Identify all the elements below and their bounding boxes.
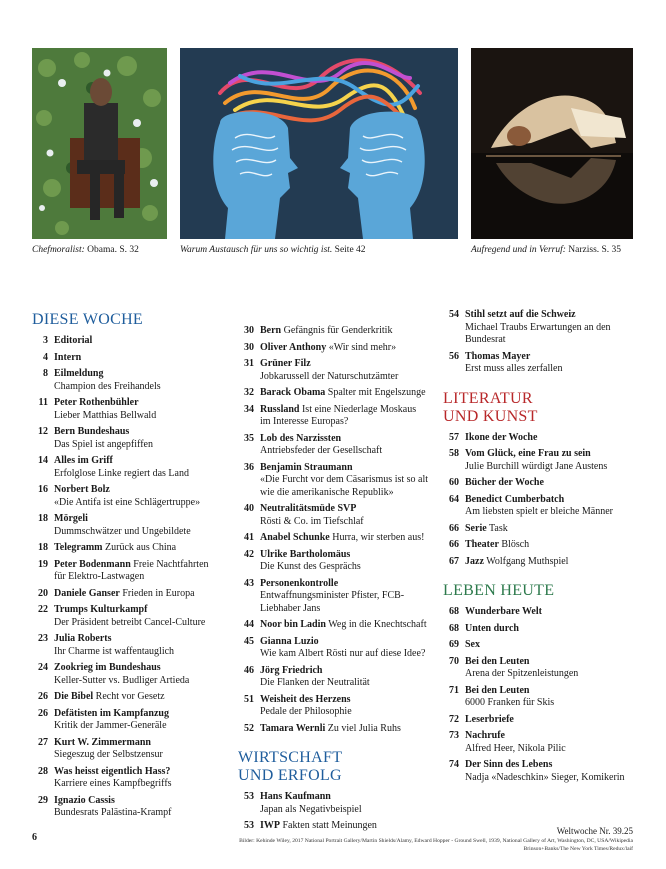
toc-entry-subtitle: Erst muss alles zerfallen bbox=[465, 363, 563, 374]
toc-entry-subtitle: Dummschwätzer und Ungebildete bbox=[54, 525, 191, 537]
toc-entry bbox=[443, 639, 635, 652]
toc-entry-text bbox=[260, 820, 377, 833]
toc-entry-title: Unten durch bbox=[465, 622, 519, 634]
toc-entry-inline-text: Zu viel Julia Ruhs bbox=[325, 722, 401, 734]
toc-entry-subtitle: Nadja «Nadeschkin» Sieger, Komikerin bbox=[465, 771, 625, 783]
toc-entry-subtitle: Die Flanken der Neutralität bbox=[260, 677, 370, 688]
toc-entry-title: Bern bbox=[260, 325, 282, 336]
toc-entry-text bbox=[465, 759, 625, 784]
toc-entry-title: Defätisten im Kampfanzug bbox=[54, 707, 169, 719]
toc-entry bbox=[238, 549, 436, 574]
toc-entry-subtitle: «Die Furcht vor dem Cäsarismus ist so alt wie die amerikanische Republik» bbox=[260, 474, 429, 498]
toc-entry-text bbox=[465, 432, 537, 445]
section-heading-wirtschaft bbox=[238, 749, 436, 785]
toc-entry bbox=[443, 351, 635, 376]
toc-entry bbox=[32, 633, 228, 658]
toc-page-number: 11 bbox=[38, 397, 48, 408]
toc-entry-title: Gianna Luzio bbox=[260, 635, 319, 647]
toc-entry-inline-text: Fakten statt Meinungen bbox=[280, 820, 377, 831]
toc-entry-text bbox=[465, 714, 514, 727]
caption-right-lead: Aufregend und in Verruf: bbox=[471, 245, 566, 255]
toc-entry bbox=[32, 766, 228, 791]
toc-entry bbox=[443, 432, 635, 445]
toc-page-number: 18 bbox=[38, 513, 48, 524]
toc-page-number: 36 bbox=[244, 461, 254, 473]
toc-page-number: 4 bbox=[43, 351, 48, 363]
toc-page-number: 73 bbox=[449, 730, 459, 741]
toc-entry-subtitle: Die Kunst des Gesprächs bbox=[260, 561, 361, 572]
toc-entry-title: Lob des Narzissten bbox=[260, 432, 342, 444]
image-credits: Bilder: Kehinde Wiley, 2017 National Portrait Gallery/Martin Shields/Alamy, Edward Hopper - Ground Swell, 1939, National Gallery of Art, Washington, DC, USA/Wikipedia Brinson+Banks/The New York Times/Redux/laif bbox=[239, 838, 633, 852]
toc-entry-title: Mörgeli bbox=[54, 513, 88, 524]
toc-list-literatur bbox=[443, 432, 635, 569]
toc-entry-title: Nachrufe bbox=[465, 730, 505, 741]
toc-entry-title: Sex bbox=[465, 639, 480, 650]
toc-page-number: 14 bbox=[38, 455, 48, 466]
toc-entry-subtitle: Julie Burchill würdigt Jane Austens bbox=[465, 460, 608, 472]
toc-entry-inline-text: Frieden in Europa bbox=[119, 587, 195, 599]
toc-entry bbox=[32, 484, 228, 509]
toc-entry-inline-text: Freie Nachtfahrten bbox=[130, 558, 209, 570]
toc-entry-title: Telegramm bbox=[54, 542, 103, 553]
toc-entry-title: Editorial bbox=[54, 335, 93, 346]
toc-entry bbox=[32, 542, 228, 555]
toc-page-number: 31 bbox=[244, 358, 254, 369]
caption-left-lead: Chefmoralist: bbox=[32, 245, 85, 255]
toc-entry-title: Theater bbox=[465, 539, 499, 550]
toc-page-number: 3 bbox=[43, 335, 48, 346]
toc-entry-text bbox=[260, 387, 426, 400]
toc-entry bbox=[443, 477, 635, 490]
toc-page-number: 28 bbox=[38, 765, 48, 777]
toc-entry bbox=[443, 656, 635, 681]
photo-obama bbox=[32, 48, 167, 239]
toc-page-number: 26 bbox=[38, 707, 48, 719]
toc-entry-title: Ulrike Bartholomäus bbox=[260, 548, 351, 560]
toc-entry-title: Vom Glück, eine Frau zu sein bbox=[465, 448, 591, 459]
toc-entry-title: Jörg Friedrich bbox=[260, 664, 323, 676]
caption-center-rest: Seite 42 bbox=[332, 245, 366, 255]
toc-page-number: 51 bbox=[244, 693, 254, 705]
toc-entry-text bbox=[465, 730, 566, 755]
toc-entry-text bbox=[465, 494, 613, 519]
toc-entry-title: Grüner Filz bbox=[260, 358, 311, 369]
toc-entry-title: Peter Bodenmann bbox=[54, 558, 131, 570]
toc-entry bbox=[443, 714, 635, 727]
toc-page-number: 26 bbox=[38, 691, 48, 702]
toc-page-number: 66 bbox=[449, 539, 459, 550]
toc-entry-subtitle: Pedale der Philosophie bbox=[260, 706, 352, 717]
toc-entry-subtitle: 6000 Franken für Skis bbox=[465, 697, 555, 708]
toc-page-number: 72 bbox=[449, 713, 459, 725]
toc-entry bbox=[443, 556, 635, 569]
toc-entry-title: Bei den Leuten bbox=[465, 684, 530, 696]
toc-entry bbox=[32, 737, 228, 762]
toc-entry-text bbox=[260, 578, 436, 616]
toc-entry-text bbox=[54, 455, 189, 480]
toc-entry-text bbox=[54, 633, 174, 658]
toc-entry-title: Thomas Mayer bbox=[465, 350, 531, 362]
caption-right-rest: Narziss. S. 35 bbox=[565, 245, 622, 255]
toc-page-number: 69 bbox=[449, 639, 459, 650]
toc-entry-text bbox=[465, 448, 607, 473]
toc-entry-text bbox=[260, 532, 424, 545]
toc-entry bbox=[32, 708, 228, 733]
heading-wirtschaft-line2: UND ERFOLG bbox=[238, 767, 342, 784]
toc-entry-subtitle: Ihr Charme ist waffentauglich bbox=[54, 645, 175, 657]
toc-page-number: 22 bbox=[38, 604, 48, 615]
toc-entry-text bbox=[54, 795, 171, 820]
toc-entry-subtitle: Erfolglose Linke regiert das Land bbox=[54, 467, 189, 479]
toc-column-3 bbox=[443, 309, 635, 788]
toc-entry-title: Noor bin Ladin bbox=[260, 619, 326, 630]
toc-entry bbox=[32, 662, 228, 687]
toc-entry-subtitle: Bundesrats Palästina-Krampf bbox=[54, 807, 172, 818]
toc-entry-title: Leserbriefe bbox=[465, 713, 514, 725]
toc-entry-text bbox=[260, 636, 425, 661]
toc-entry bbox=[238, 619, 436, 632]
toc-page-number: 42 bbox=[244, 548, 254, 560]
toc-entry-title: Personenkontrolle bbox=[260, 577, 339, 589]
toc-entry-text bbox=[54, 542, 176, 555]
toc-entry-title: Kurt W. Zimmermann bbox=[54, 736, 151, 748]
toc-entry-inline-text: Gefängnis für Genderkritik bbox=[281, 325, 393, 336]
toc-entry-text bbox=[54, 335, 92, 348]
toc-entry-title: IWP bbox=[260, 820, 280, 831]
toc-entry-text bbox=[465, 685, 554, 710]
issue-label: Weltwoche Nr. 39.25 bbox=[556, 826, 633, 836]
toc-page-number: 43 bbox=[244, 577, 254, 589]
toc-entry-title: Alles im Griff bbox=[54, 455, 113, 466]
toc-entry-inline-text: Wolfgang Muthspiel bbox=[483, 555, 569, 567]
toc-entry bbox=[238, 325, 436, 338]
toc-page-number: 57 bbox=[449, 431, 459, 443]
toc-entry-subtitle: Keller-Sutter vs. Budliger Artieda bbox=[54, 674, 190, 686]
toc-entry bbox=[238, 636, 436, 661]
toc-entry bbox=[443, 606, 635, 619]
toc-entry-text bbox=[465, 606, 542, 619]
toc-entry-title: Norbert Bolz bbox=[54, 484, 110, 495]
toc-entry-text bbox=[260, 503, 364, 528]
toc-entry-title: Weisheit des Herzens bbox=[260, 693, 351, 705]
toc-entry-title: Bern Bundeshaus bbox=[54, 426, 130, 437]
toc-entry-title: Neutralitätsmüde SVP bbox=[260, 503, 357, 514]
toc-entry-inline-text: Spalter mit Engelszunge bbox=[325, 387, 426, 398]
toc-entry bbox=[443, 523, 635, 536]
toc-page-number: 30 bbox=[244, 341, 254, 353]
toc-column-1 bbox=[32, 311, 228, 824]
toc-entry-text bbox=[54, 513, 191, 538]
toc-entry bbox=[32, 352, 228, 365]
toc-entry-inline-text: Hurra, wir sterben aus! bbox=[329, 532, 425, 543]
toc-page-number: 60 bbox=[449, 477, 459, 488]
toc-entry bbox=[32, 588, 228, 601]
toc-entry bbox=[238, 462, 436, 500]
toc-entry-title: Ikone der Woche bbox=[465, 431, 538, 443]
toc-entry-text bbox=[465, 523, 508, 536]
toc-entry-subtitle: Lieber Matthias Bellwald bbox=[54, 409, 157, 421]
toc-entry-title: Julia Roberts bbox=[54, 633, 112, 644]
heading-wirtschaft-line1: WIRTSCHAFT bbox=[238, 749, 343, 766]
toc-entry-subtitle: Rösti & Co. im Tiefschlaf bbox=[260, 515, 364, 527]
toc-entry-subtitle: Arena der Spitzenleistungen bbox=[465, 668, 579, 679]
toc-entry-text bbox=[465, 539, 529, 552]
toc-entry-subtitle: Jobkarussell der Naturschutzämter bbox=[260, 370, 399, 382]
toc-page-number: 53 bbox=[244, 791, 254, 802]
toc-entry bbox=[238, 665, 436, 690]
toc-entry-title: Barack Obama bbox=[260, 387, 326, 398]
toc-entry-title: Bücher der Woche bbox=[465, 477, 544, 488]
toc-entry-subtitle: Alfred Heer, Nikola Pilic bbox=[465, 742, 566, 754]
section-heading-leben-heute: LEBEN HEUTE bbox=[443, 582, 555, 599]
toc-entry bbox=[238, 342, 436, 355]
toc-entry-subtitle: Entwaffnungsminister Pfister, FCB-Liebhaber Jans bbox=[260, 590, 405, 614]
toc-entry-text bbox=[54, 426, 153, 451]
toc-entry-inline-text: «Wir sind mehr» bbox=[326, 341, 397, 353]
toc-entry bbox=[32, 397, 228, 422]
toc-entry-text bbox=[54, 737, 163, 762]
toc-entry-subtitle: Kritik der Jammer-Generäle bbox=[54, 720, 167, 731]
toc-entry bbox=[238, 387, 436, 400]
toc-page-number: 12 bbox=[38, 426, 48, 437]
toc-entry-title: Die Bibel bbox=[54, 691, 94, 702]
toc-page-number: 67 bbox=[449, 555, 459, 567]
toc-entry-title: Hans Kaufmann bbox=[260, 791, 331, 802]
toc-entry bbox=[238, 791, 436, 816]
photo-narcissus-painting bbox=[471, 48, 633, 239]
toc-page-number: 58 bbox=[449, 448, 459, 459]
toc-page-number: 68 bbox=[449, 622, 459, 634]
toc-entry-inline-text: Ist eine Niederlage Moskaus bbox=[299, 403, 417, 415]
toc-entry-inline-text: Zurück aus China bbox=[102, 542, 177, 553]
toc-entry-title: Bei den Leuten bbox=[465, 655, 530, 667]
toc-entry-title: Peter Rothenbühler bbox=[54, 397, 139, 408]
toc-page-number: 68 bbox=[449, 606, 459, 617]
toc-entry-title: Russland bbox=[260, 403, 300, 415]
toc-list-wirtschaft bbox=[238, 791, 436, 833]
toc-page-number: 66 bbox=[449, 522, 459, 534]
toc-entry-text bbox=[54, 559, 209, 584]
toc-page-number: 16 bbox=[38, 484, 48, 495]
toc-page-number: 52 bbox=[244, 722, 254, 734]
toc-page-number: 44 bbox=[244, 619, 254, 630]
toc-entry-title: Intern bbox=[54, 351, 82, 363]
toc-entry bbox=[32, 795, 228, 820]
toc-column-2 bbox=[238, 325, 436, 837]
toc-entry bbox=[238, 404, 436, 429]
toc-entry-title: Benjamin Straumann bbox=[260, 461, 353, 473]
toc-page-number: 8 bbox=[43, 368, 48, 379]
toc-page-number: 24 bbox=[38, 662, 48, 673]
toc-entry-text bbox=[260, 358, 398, 383]
caption-right bbox=[471, 244, 621, 256]
toc-entry bbox=[238, 358, 436, 383]
toc-entry bbox=[238, 578, 436, 616]
toc-entry bbox=[32, 691, 228, 704]
toc-entry bbox=[32, 604, 228, 629]
toc-page-number: 18 bbox=[38, 542, 48, 553]
section-heading-literatur bbox=[443, 390, 635, 426]
toc-entry bbox=[32, 335, 228, 348]
toc-page-number: 54 bbox=[449, 309, 459, 320]
toc-page-number: 29 bbox=[38, 794, 48, 806]
toc-entry-text bbox=[260, 549, 361, 574]
toc-entry-text bbox=[260, 791, 362, 816]
toc-entry-title: Anabel Schunke bbox=[260, 532, 330, 543]
toc-list-diese-woche bbox=[32, 335, 228, 820]
toc-page-number: 64 bbox=[449, 493, 459, 505]
toc-entry-title: Trumps Kulturkampf bbox=[54, 604, 148, 615]
toc-entry bbox=[238, 723, 436, 736]
toc-entry-subtitle: im Interesse Europas? bbox=[260, 416, 349, 427]
heading-literatur-line1: LITERATUR bbox=[443, 389, 533, 407]
toc-entry-text bbox=[54, 484, 200, 509]
toc-entry bbox=[238, 433, 436, 458]
toc-entry-subtitle: «Die Antifa ist eine Schlägertruppe» bbox=[54, 496, 201, 508]
toc-entry-text bbox=[260, 694, 352, 719]
toc-entry-title: Daniele Ganser bbox=[54, 587, 120, 599]
toc-entry-title: Serie bbox=[465, 522, 487, 534]
caption-center-lead: Warum Austausch für uns so wichtig ist. bbox=[180, 245, 333, 255]
toc-entry-text bbox=[54, 352, 81, 365]
toc-entry bbox=[443, 759, 635, 784]
toc-entry bbox=[32, 368, 228, 393]
toc-entry-inline-text: Task bbox=[486, 522, 508, 534]
toc-entry-text bbox=[54, 691, 165, 704]
toc-entry-text bbox=[465, 556, 568, 569]
toc-entry-text bbox=[54, 604, 205, 629]
toc-entry-text bbox=[260, 325, 392, 338]
caption-left bbox=[32, 244, 139, 256]
toc-entry-subtitle: Das Spiel ist angepfiffen bbox=[54, 438, 153, 450]
page-number: 6 bbox=[32, 832, 37, 843]
toc-page-number: 71 bbox=[449, 684, 459, 696]
toc-page-number: 56 bbox=[449, 350, 459, 362]
toc-list-column-2 bbox=[238, 325, 436, 735]
toc-entry bbox=[238, 820, 436, 833]
toc-entry-text bbox=[465, 639, 480, 652]
toc-entry-text bbox=[54, 368, 161, 393]
toc-page-number: 35 bbox=[244, 432, 254, 444]
toc-entry bbox=[443, 494, 635, 519]
toc-entry-text bbox=[260, 619, 427, 632]
toc-entry-text bbox=[54, 766, 172, 791]
toc-entry bbox=[238, 532, 436, 545]
toc-entry-title: Stihl setzt auf die Schweiz bbox=[465, 309, 576, 320]
toc-entry-subtitle: Champion des Freihandels bbox=[54, 380, 161, 392]
toc-entry bbox=[443, 623, 635, 636]
toc-page-number: 74 bbox=[449, 759, 459, 770]
toc-entry-text bbox=[465, 477, 544, 490]
toc-entry-title: Benedict Cumberbatch bbox=[465, 493, 565, 505]
toc-entry-title: Wunderbare Welt bbox=[465, 606, 542, 617]
toc-entry-subtitle: Am liebsten spielt er bleiche Männer bbox=[465, 506, 614, 517]
toc-entry bbox=[32, 426, 228, 451]
toc-entry bbox=[32, 455, 228, 480]
toc-page-number: 40 bbox=[244, 503, 254, 514]
toc-page-number: 53 bbox=[244, 820, 254, 831]
toc-list-column-3-top bbox=[443, 309, 635, 376]
toc-entry-text bbox=[465, 656, 578, 681]
toc-entry-text bbox=[260, 404, 416, 429]
toc-entry-inline-text: Weg in die Knechtschaft bbox=[325, 619, 427, 630]
toc-page-number: 41 bbox=[244, 532, 254, 543]
toc-entry-subtitle: Wie kam Albert Rösti nur auf diese Idee? bbox=[260, 648, 426, 659]
toc-entry-text bbox=[465, 623, 519, 636]
toc-page-number: 19 bbox=[38, 558, 48, 570]
toc-page-number: 32 bbox=[244, 387, 254, 398]
toc-entry-title: Der Sinn des Lebens bbox=[465, 759, 553, 770]
toc-entry-title: Ignazio Cassis bbox=[54, 794, 115, 806]
toc-entry-subtitle: Der Präsident betreibt Cancel-Culture bbox=[54, 616, 206, 628]
toc-page-number: 46 bbox=[244, 664, 254, 676]
toc-entry-title: Zookrieg im Bundeshaus bbox=[54, 662, 161, 673]
heading-literatur-line2: UND KUNST bbox=[443, 407, 538, 425]
toc-entry-inline-text: Recht vor Gesetz bbox=[93, 691, 165, 702]
toc-entry bbox=[443, 685, 635, 710]
toc-page-number: 45 bbox=[244, 635, 254, 647]
toc-entry bbox=[443, 309, 635, 347]
toc-entry bbox=[443, 539, 635, 552]
caption-left-rest: Obama. S. 32 bbox=[84, 245, 139, 255]
toc-page-number: 23 bbox=[38, 633, 48, 644]
toc-page-number: 27 bbox=[38, 736, 48, 748]
toc-entry-inline-text: Blösch bbox=[498, 539, 530, 550]
toc-entry-title: Eilmeldung bbox=[54, 368, 104, 379]
toc-entry bbox=[238, 503, 436, 528]
toc-entry bbox=[443, 448, 635, 473]
toc-entry-text bbox=[54, 708, 169, 733]
toc-entry-title: Tamara Wernli bbox=[260, 722, 326, 734]
toc-entry-text bbox=[54, 588, 195, 601]
toc-entry bbox=[443, 730, 635, 755]
toc-entry-text bbox=[260, 462, 436, 500]
toc-entry-text bbox=[465, 309, 635, 347]
toc-entry-subtitle: Karriere eines Kampfbegriffs bbox=[54, 778, 172, 789]
toc-entry-text bbox=[260, 665, 370, 690]
toc-entry-title: Jazz bbox=[465, 555, 484, 567]
toc-entry-text bbox=[465, 351, 562, 376]
toc-entry-text bbox=[260, 433, 382, 458]
toc-entry-subtitle: Antriebsfeder der Gesellschaft bbox=[260, 445, 383, 456]
toc-entry-text bbox=[54, 397, 156, 422]
toc-entry-text bbox=[54, 662, 189, 687]
toc-entry-subtitle: Japan als Negativbeispiel bbox=[260, 803, 362, 815]
toc-entry-subtitle: Michael Traubs Erwartungen an den Bundesrat bbox=[465, 321, 611, 345]
photo-heads-illustration bbox=[180, 48, 458, 239]
toc-page-number: 70 bbox=[449, 655, 459, 667]
toc-entry bbox=[32, 513, 228, 538]
toc-entry bbox=[32, 559, 228, 584]
toc-page-number: 30 bbox=[244, 325, 254, 336]
toc-list-leben-heute bbox=[443, 606, 635, 784]
toc-entry-subtitle: Siegeszug der Selbstzensur bbox=[54, 749, 163, 760]
toc-page-number: 34 bbox=[244, 403, 254, 415]
toc-entry-title: Was heisst eigentlich Hass? bbox=[54, 765, 171, 777]
toc-entry-text bbox=[260, 723, 401, 736]
caption-center bbox=[180, 244, 366, 256]
toc-entry-title: Oliver Anthony bbox=[260, 341, 327, 353]
toc-page-number: 20 bbox=[38, 587, 48, 599]
toc-entry-text bbox=[260, 342, 396, 355]
section-heading-diese-woche: DIESE WOCHE bbox=[32, 311, 143, 328]
toc-entry-subtitle: für Elektro-Lastwagen bbox=[54, 571, 145, 582]
toc-entry bbox=[238, 694, 436, 719]
